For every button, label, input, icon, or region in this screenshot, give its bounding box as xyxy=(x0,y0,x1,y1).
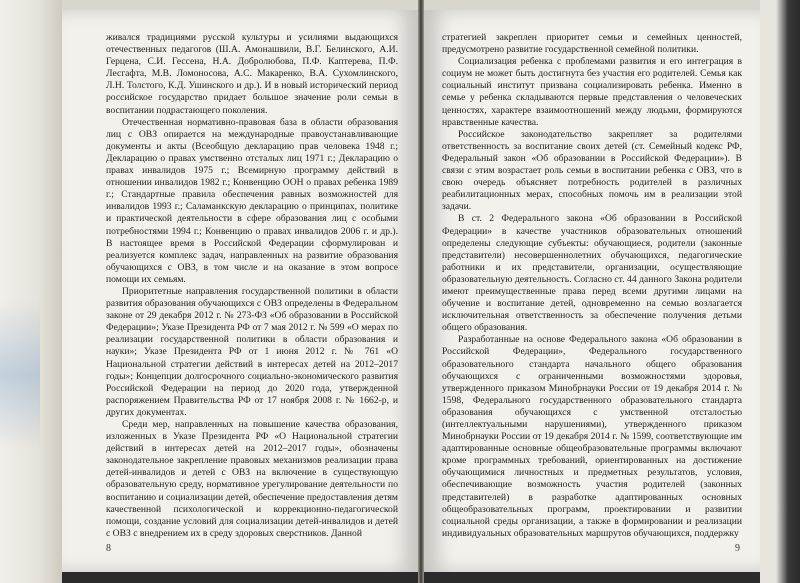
paragraph: В ст. 2 Федерального закона «Об образовании в Российской Федерации» в качестве участников образовательных отношений определены следующие субъекты: обучающиеся, родители (законные представители) несовершеннолетних обучающихся, педагогические работники и их представители, организации, осуществляющие образовательную деятельность. Согласно ст. 44 данного Закона родители имеют преимущественные права перед всеми другими лицами на обучение и воспитание детей, одновременно на семью возлагается исключительная ответственность за обеспечение получения детьми общего образования. xyxy=(442,213,742,334)
paragraph: живался традициями русской культуры и усилиями выдающихся отечественных педагогов (Ш.А. Амонашвили, В.Г. Белинского, А.И. Герцена, С.И. Гессена, Н.А. Добролюбова, П.Ф. Каптерева, П.Ф. Лесгафта, М.В. Ломоносова, А.С. Макаренко, В.А. Сухомлинского, Л.Н. Толстого, К.Д. Ушинского и др.). И в новый исторический период российское государство придает большое значение роли семьи в воспитании подрастающего поколения. xyxy=(106,32,398,116)
left-page-text xyxy=(106,32,398,540)
paragraph: Разработанные на основе Федерального закона «Об образовании в Российской Федерации», Федерального государственного образовательного стандарта начального общего образования обучающихся с ограниченными возможностями здоровья, утвержденного приказом Минобрнауки России от 19 декабря 2014 г. № 1598, Федерального государственного образовательного стандарта образования обучающихся с умственной отсталостью (интеллектуальными нарушениями), утвержденного приказом Минобрнауки России от 19 декабря 2014 г. № 1599, соответствующие им адаптированные основные общеобразовательные программы включают кроме программных требований, ориентированных на достижение обучающимися личностных и предметных результатов, условия, обеспечивающие возможность участия родителей (законных представителей) в разработке адаптированных основных общеобразовательных программ, проектировании и развитии социальной среды организации, а также в формировании и реализации индивидуальных образовательных маршрутов обучающихся, поддержку xyxy=(442,334,742,539)
page-number: 9 xyxy=(735,543,740,554)
paragraph: Среди мер, направленных на повышение качества образования, изложенных в Указе Президента РФ «О Национальной стратегии действий в интересах детей на 2012–2017 годы», обозначены законодательное закрепление правовых механизмов реализации права детей-инвалидов и детей с ОВЗ на включение в существующую образовательную среду, нормативное урегулирование деятельности по воспитанию и социализации детей, обеспечение предоставления детям качественной психологической и коррекционно-педагогической помощи, создание условий для социализации детей-инвалидов и детей с ОВЗ с внедрением их в среду здоровых сверстников. Данной xyxy=(106,419,398,539)
paragraph: Российское законодательство закрепляет за родителями ответственность за воспитание своих детей (ст. Семейный кодекс РФ, Федеральный закон «Об образовании в Российской Федерации»). В связи с этим возрастает роль семьи в воспитании ребенка с ОВЗ, что в свою очередь объясняет потребность родителей в различных реабилитационных мерах, способных помочь им в реализации этой задачи. xyxy=(442,128,742,213)
scan-right-edge xyxy=(760,0,800,583)
right-page-text xyxy=(442,32,742,540)
scan-left-edge xyxy=(0,0,62,583)
paragraph: Социализация ребенка с проблемами развития и его интеграция в социум не может быть достигнута без участия его родителей. Семья как социальный институт призвана социализировать ребенка. Именно в семье у ребенка складываются первые представления о человеческих ценностях, характере взаимоотношений между людьми, формируются нравственные качества. xyxy=(442,56,742,128)
left-page xyxy=(62,10,418,572)
paragraph: Приоритетные направления государственной политики в области развития образования обучающихся с ОВЗ определены в Федеральном законе от 29 декабря 2012 г. № 273-ФЗ «Об образовании в Российской Федерации»; Указе Президента РФ от 7 мая 2012 г. № 599 «О мерах по реализации государственной политики в области образования и науки»; Указе Президента РФ от 1 июня 2012 г. № 761 «О Национальной стратегии действий в интересах детей на 2012–2017 годы»; Концепции долгосрочного социально-экономического развития Российской Федерации на период до 2020 года, утвержденной распоряжением Правительства РФ от 17 ноября 2008 г. № 1662-р, и других документах. xyxy=(106,285,398,418)
paragraph: Отечественная нормативно-правовая база в области образования лиц с ОВЗ опирается на международные правоустанавливающие документы и акты (Всеобщую декларацию прав человека 1948 г.; Декларацию о правах умственно отсталых лиц 1971 г.; Декларацию о правах инвалидов 1975 г.; Всемирную программу действий в отношении инвалидов 1982 г.; Конвенцию ООН о правах ребенка 1989 г.; Стандартные правила обеспечения равных возможностей для инвалидов 1993 г.; Саламанкскую декларацию о принципах, политике и практической деятельности в сфере образования лиц с особыми потребностями 1994 г.; Конвенцию о правах инвалидов 2006 г. и др.). В настоящее время в Российской Федерации сформулирован и реализуется комплекс задач, направленных на развитие образования обучающихся с ОВЗ, в том числе и на оказание в этом вопросе помощи их семьям. xyxy=(106,116,398,285)
paragraph: стратегией закреплен приоритет семьи и семейных ценностей, предусмотрено развитие государственной семейной политики. xyxy=(442,32,742,56)
right-page xyxy=(424,10,760,572)
page-number: 8 xyxy=(106,543,111,554)
